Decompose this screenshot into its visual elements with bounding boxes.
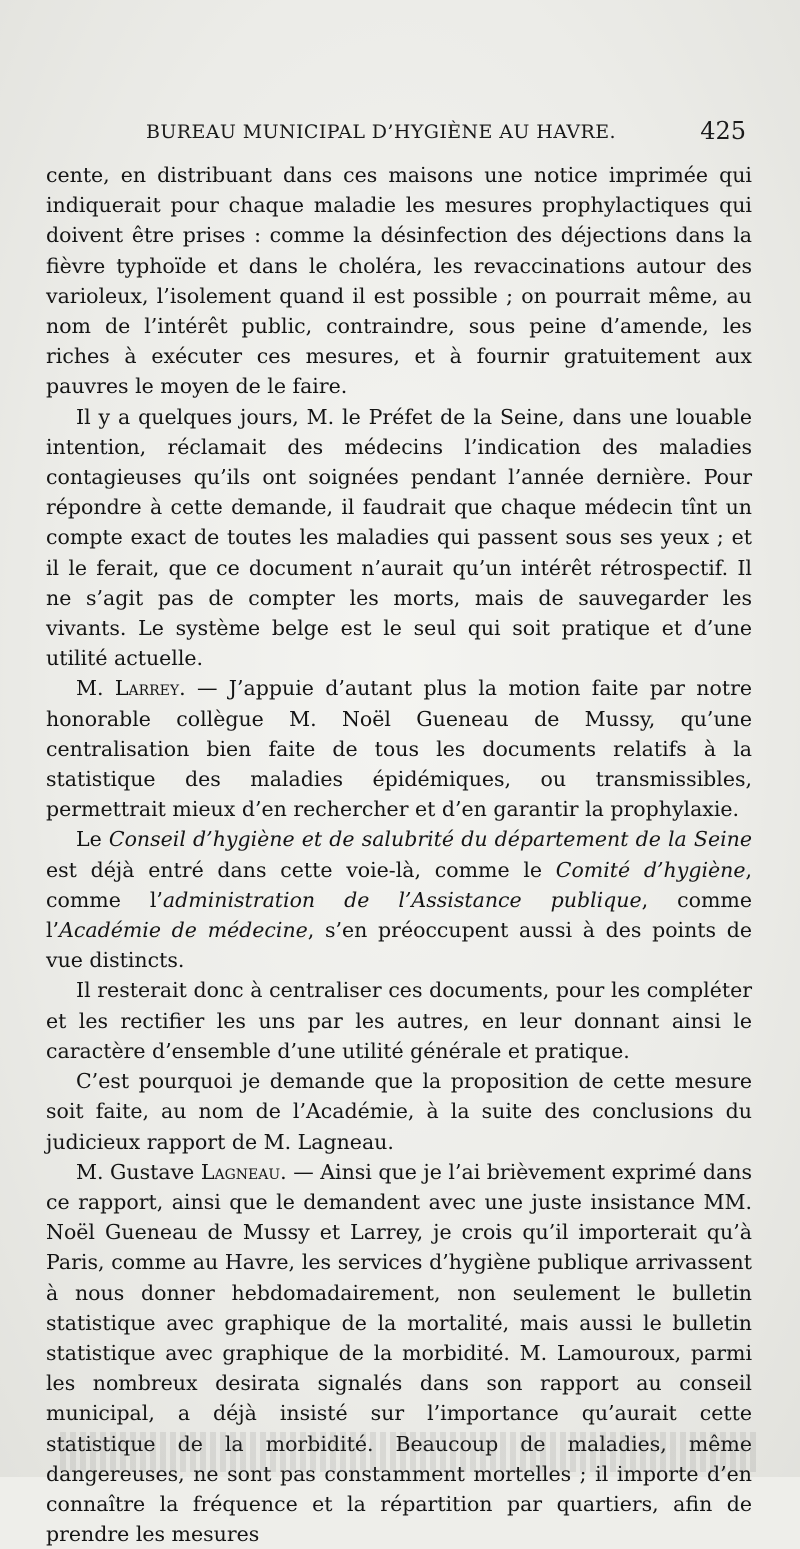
p4-text-b: est déjà entré dans cette voie-là, comme le [46, 857, 556, 882]
paragraph-6: C’est pourquoi je demande que la proposition de cette mesure soit faite, au nom de l’Académie, à la suite des conclusions du judicieux rapport de M. Lagneau. [46, 1069, 752, 1154]
p4-italic-conseil: Conseil d’hygiène et de salubrité du département de la Seine [108, 827, 752, 852]
paragraph-3 [46, 673, 752, 824]
p4-text-d: , comme l’ [46, 887, 752, 943]
speaker-prefix-2: M. Gustave [76, 1159, 201, 1184]
p4-text-a: Le [76, 827, 109, 852]
speaker-name-2: Lagneau [200, 1159, 281, 1184]
p4-text-e: , s’en préoccupent aussi à des points de vue distincts. [46, 918, 753, 973]
paragraph-1: cente, en distribuant dans ces maisons une notice imprimée qui indiquerait pour chaque maladie les mesures prophylactiques qui doivent être prises : comme la désinfection des déjections dans la fièvre typhoïde et dans le choléra, les revaccinations autour des varioleux, l’isolement quand il est possible ; on pourrait même, au nom de l’intérêt public, contraindre, sous peine d’amende, les riches à exécuter ces mesures, et à fournir gratuitement aux pauvres le moyen de le faire. [46, 163, 752, 399]
page-number: 425 [700, 117, 746, 145]
p4-italic-academie: Académie de médecine [59, 918, 308, 943]
paragraph-3-text: . — J’appuie d’autant plus la motion faite par notre honorable collègue M. Noël Gueneau de Mussy, qu’une centralisation bien faite de tous les documents relatifs à la statistique des maladies épidémiques, ou transmissibles, permettrait mieux d’en rechercher et d’en garantir la prophylaxie. [46, 676, 752, 822]
paragraph-7-text: . — Ainsi que je l’ai brièvement exprimé dans ce rapport, ainsi que le demandent avec une juste insistance MM. Noël Gueneau de Mussy et Larrey, je crois qu’il importerait qu’à Paris, comme au Havre, les services d’hygiène publique arrivassent à nous donner hebdomadairement, non seulement le bulletin statistique avec graphique de la mortalité, mais aussi le bulletin statistique avec graphique de la morbidité. M. Lamouroux, parmi les nombreux desirata signalés dans son rapport au conseil municipal, a déjà insisté sur l’importance qu’aurait cette statistique de la morbidité. Beaucoup de maladies, même dangereuses, ne sont pas constamment mortelles ; il importe d’en connaître la fréquence et la répartition par quartiers, afin de prendre les mesures [46, 1159, 752, 1547]
p4-italic-assistance: administration de l’Assistance publique [162, 887, 642, 912]
speaker-prefix: M. [76, 676, 115, 701]
paragraph-2: Il y a quelques jours, M. le Préfet de la Seine, dans une louable intention, réclamait des médecins l’indication des maladies contagieuses qu’ils ont soignées pendant l’année dernière. Pour répondre à cette demande, il faudrait que chaque médecin tînt un compte exact de toutes les maladies qui passent sous ses yeux ; et il le ferait, que ce document n’aurait qu’un intérêt rétrospectif. Il ne s’agit pas de compter les morts, mais de sauvegarder les vivants. Le système belge est le seul qui soit pratique et d’une utilité actuelle. [46, 404, 752, 671]
paragraph-5: Il resterait donc à centraliser ces documents, pour les compléter et les rectifier les uns par les autres, en leur donnant ainsi le caractère d’ensemble d’une utilité générale et pratique. [46, 978, 752, 1063]
show-through-text [60, 1432, 760, 1472]
p4-text-c: , comme l’ [46, 857, 752, 912]
speaker-name: Larrey [114, 676, 180, 701]
running-title: BUREAU MUNICIPAL D’HYGIÈNE AU HAVRE. [146, 121, 616, 143]
paragraph-4 [46, 824, 752, 975]
p4-italic-comite: Comité d’hygiène [555, 857, 746, 882]
paragraph-7 [46, 1157, 752, 1549]
body-text [46, 160, 752, 1549]
page-header [146, 117, 746, 153]
